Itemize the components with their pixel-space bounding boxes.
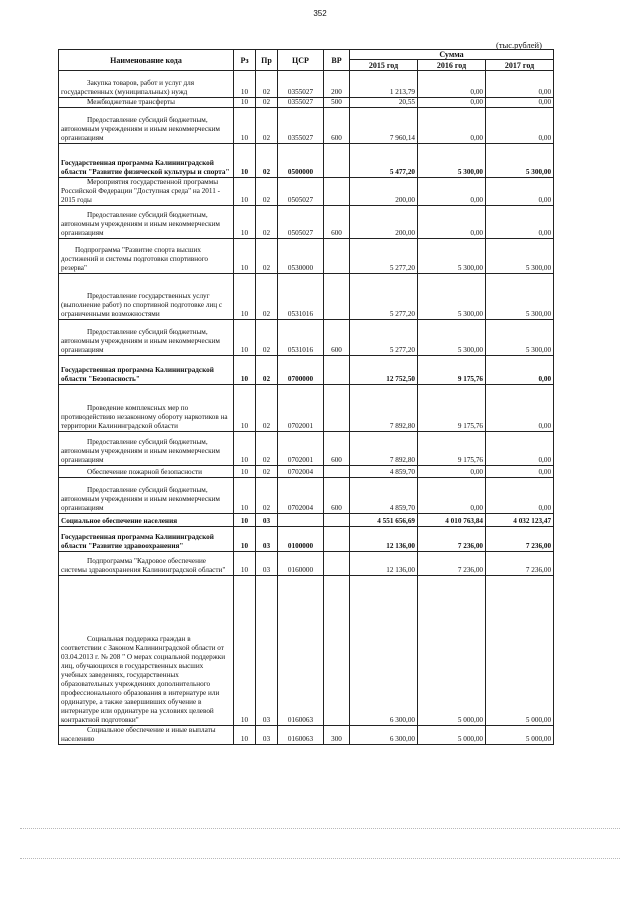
row-amount-2016: 0,00 — [418, 466, 486, 478]
row-name: Государственная программа Калининградской области "Развитие физической культуры и спорта" — [59, 144, 234, 178]
row-vr — [324, 239, 350, 274]
row-vr — [324, 178, 350, 206]
row-rz: 10 — [234, 320, 256, 356]
row-name: Обеспечение пожарной безопасности — [59, 466, 234, 478]
row-amount-2017: 0,00 — [486, 98, 554, 108]
table-row — [59, 432, 554, 466]
budget-table — [58, 49, 554, 745]
row-amount-2016: 9 175,76 — [418, 356, 486, 385]
row-amount-2017: 0,00 — [486, 178, 554, 206]
row-name: Государственная программа Калининградской области "Безопасность" — [59, 356, 234, 385]
row-name: Проведение комплексных мер по противодействию незаконному обороту наркотиков на территории Калининградской области — [59, 385, 234, 432]
row-pr: 02 — [256, 178, 278, 206]
row-rz: 10 — [234, 576, 256, 726]
row-amount-2016: 9 175,76 — [418, 385, 486, 432]
row-csr: 0531016 — [278, 320, 324, 356]
row-csr: 0702001 — [278, 432, 324, 466]
row-amount-2015: 5 277,20 — [350, 239, 418, 274]
row-amount-2015: 200,00 — [350, 206, 418, 239]
header-name: Наименование кода — [59, 50, 234, 71]
row-csr: 0160000 — [278, 552, 324, 576]
table-row — [59, 552, 554, 576]
row-amount-2017: 0,00 — [486, 206, 554, 239]
row-amount-2016: 9 175,76 — [418, 432, 486, 466]
row-amount-2015: 12 752,50 — [350, 356, 418, 385]
row-amount-2017: 0,00 — [486, 71, 554, 98]
row-csr: 0702004 — [278, 478, 324, 514]
row-amount-2016: 5 000,00 — [418, 576, 486, 726]
row-csr: 0355027 — [278, 98, 324, 108]
row-amount-2015: 12 136,00 — [350, 552, 418, 576]
row-amount-2015: 6 300,00 — [350, 576, 418, 726]
header-vr: ВР — [324, 50, 350, 71]
row-name: Социальное обеспечение и иные выплаты населению — [59, 726, 234, 745]
row-name: Предоставление государственных услуг (выполнение работ) по спортивной подготовке лиц с ограниченными возможностями — [59, 274, 234, 320]
row-rz: 10 — [234, 274, 256, 320]
row-amount-2015: 5 477,20 — [350, 144, 418, 178]
row-name: Мероприятия государственной программы Российской Федерации "Доступная среда" на 2011 - 2015 годы — [59, 178, 234, 206]
row-amount-2016: 5 300,00 — [418, 274, 486, 320]
row-pr: 02 — [256, 320, 278, 356]
row-amount-2015: 6 300,00 — [350, 726, 418, 745]
row-amount-2016: 0,00 — [418, 178, 486, 206]
row-rz: 10 — [234, 144, 256, 178]
table-row — [59, 726, 554, 745]
row-amount-2015: 5 277,20 — [350, 274, 418, 320]
row-rz: 10 — [234, 432, 256, 466]
row-amount-2017: 5 300,00 — [486, 144, 554, 178]
row-rz: 10 — [234, 514, 256, 527]
table-row — [59, 466, 554, 478]
scan-dots-2 — [20, 858, 620, 859]
table-row — [59, 239, 554, 274]
row-name: Предоставление субсидий бюджетным, автономным учреждениям и иным некоммерческим организациям — [59, 432, 234, 466]
row-csr — [278, 514, 324, 527]
row-amount-2015: 7 892,80 — [350, 385, 418, 432]
row-rz: 10 — [234, 726, 256, 745]
table-row — [59, 108, 554, 144]
row-pr: 02 — [256, 432, 278, 466]
row-amount-2017: 0,00 — [486, 478, 554, 514]
row-vr — [324, 356, 350, 385]
row-amount-2017: 0,00 — [486, 432, 554, 466]
table-row — [59, 514, 554, 527]
row-name: Социальное обеспечение населения — [59, 514, 234, 527]
row-amount-2016: 0,00 — [418, 478, 486, 514]
row-vr: 600 — [324, 320, 350, 356]
page-number: 352 — [313, 9, 327, 18]
table-row — [59, 274, 554, 320]
row-amount-2017: 5 300,00 — [486, 239, 554, 274]
row-name: Предоставление субсидий бюджетным, автономным учреждениям и иным некоммерческим организациям — [59, 206, 234, 239]
row-pr: 02 — [256, 206, 278, 239]
row-amount-2015: 7 960,14 — [350, 108, 418, 144]
table-row — [59, 178, 554, 206]
row-amount-2016: 5 300,00 — [418, 320, 486, 356]
row-name: Предоставление субсидий бюджетным, автономным учреждениям и иным некоммерческим организациям — [59, 478, 234, 514]
row-name: Подпрограмма "Кадровое обеспечение системы здравоохранения Калининградской области" — [59, 552, 234, 576]
row-amount-2015: 4 551 656,69 — [350, 514, 418, 527]
row-rz: 10 — [234, 478, 256, 514]
row-rz: 10 — [234, 98, 256, 108]
row-name: Закупка товаров, работ и услуг для государственных (муниципальных) нужд — [59, 71, 234, 98]
row-amount-2017: 7 236,00 — [486, 527, 554, 552]
table-row — [59, 206, 554, 239]
row-amount-2016: 5 300,00 — [418, 144, 486, 178]
row-amount-2017: 5 000,00 — [486, 576, 554, 726]
row-amount-2016: 7 236,00 — [418, 552, 486, 576]
row-name: Государственная программа Калининградской области "Развитие здравоохранения" — [59, 527, 234, 552]
row-amount-2016: 4 010 763,84 — [418, 514, 486, 527]
table-body — [59, 71, 554, 745]
row-name: Предоставление субсидий бюджетным, автономным учреждениям и иным некоммерческим организациям — [59, 320, 234, 356]
row-pr: 02 — [256, 356, 278, 385]
scan-dots-1 — [20, 828, 620, 829]
row-amount-2015: 5 277,20 — [350, 320, 418, 356]
row-amount-2016: 0,00 — [418, 71, 486, 98]
row-vr — [324, 274, 350, 320]
row-pr: 03 — [256, 576, 278, 726]
row-vr: 600 — [324, 478, 350, 514]
row-rz: 10 — [234, 71, 256, 98]
row-csr: 0505027 — [278, 178, 324, 206]
row-rz: 10 — [234, 385, 256, 432]
row-name: Межбюджетные трансферты — [59, 98, 234, 108]
row-amount-2016: 7 236,00 — [418, 527, 486, 552]
row-csr: 0100000 — [278, 527, 324, 552]
row-vr: 600 — [324, 432, 350, 466]
row-name: Предоставление субсидий бюджетным, автономным учреждениям и иным некоммерческим организациям — [59, 108, 234, 144]
row-pr: 03 — [256, 552, 278, 576]
row-amount-2015: 4 859,70 — [350, 478, 418, 514]
row-vr — [324, 466, 350, 478]
row-pr: 02 — [256, 98, 278, 108]
row-amount-2015: 7 892,80 — [350, 432, 418, 466]
row-amount-2016: 0,00 — [418, 206, 486, 239]
row-pr: 02 — [256, 71, 278, 98]
row-rz: 10 — [234, 178, 256, 206]
row-vr: 600 — [324, 206, 350, 239]
row-vr — [324, 385, 350, 432]
table-row — [59, 71, 554, 98]
table-row — [59, 527, 554, 552]
row-rz: 10 — [234, 108, 256, 144]
row-csr: 0531016 — [278, 274, 324, 320]
units-label: (тыс.рублей) — [496, 40, 542, 50]
row-amount-2016: 0,00 — [418, 98, 486, 108]
row-vr — [324, 576, 350, 726]
row-csr: 0700000 — [278, 356, 324, 385]
row-amount-2017: 0,00 — [486, 385, 554, 432]
row-vr — [324, 552, 350, 576]
row-name: Подпрограмма "Развитие спорта высших достижений и системы подготовки спортивного резерва" — [59, 239, 234, 274]
row-amount-2017: 7 236,00 — [486, 552, 554, 576]
table-row — [59, 144, 554, 178]
row-csr: 0160063 — [278, 576, 324, 726]
row-vr: 600 — [324, 108, 350, 144]
row-amount-2015: 12 136,00 — [350, 527, 418, 552]
row-vr — [324, 527, 350, 552]
row-pr: 02 — [256, 108, 278, 144]
header-sum: Сумма — [350, 50, 554, 60]
header-csr: ЦСР — [278, 50, 324, 71]
row-amount-2016: 0,00 — [418, 108, 486, 144]
row-csr: 0355027 — [278, 108, 324, 144]
row-amount-2017: 5 300,00 — [486, 274, 554, 320]
table-row — [59, 478, 554, 514]
row-amount-2017: 0,00 — [486, 466, 554, 478]
table-row — [59, 385, 554, 432]
row-rz: 10 — [234, 239, 256, 274]
row-name: Социальная поддержка граждан в соответствии с Законом Калининградской области от 03.04.2013 г. № 208 " О мерах социальной поддержки лиц, обучающихся в государственных высших учебных заведениях, государственных образовательных учреждениях дополнительного профессионального образования в интернатуре или ординатуре, а также завершивших обучение в интернатуре или ординатуре на условиях целевой контрактной подготовки" — [59, 576, 234, 726]
row-csr: 0500000 — [278, 144, 324, 178]
row-amount-2015: 4 859,70 — [350, 466, 418, 478]
row-vr: 300 — [324, 726, 350, 745]
row-pr: 03 — [256, 514, 278, 527]
row-csr: 0530000 — [278, 239, 324, 274]
row-amount-2015: 20,55 — [350, 98, 418, 108]
header-2017: 2017 год — [486, 60, 554, 71]
row-pr: 02 — [256, 274, 278, 320]
row-csr: 0355027 — [278, 71, 324, 98]
row-amount-2016: 5 000,00 — [418, 726, 486, 745]
row-amount-2015: 1 213,79 — [350, 71, 418, 98]
row-rz: 10 — [234, 527, 256, 552]
row-amount-2017: 5 300,00 — [486, 320, 554, 356]
row-pr: 02 — [256, 466, 278, 478]
row-rz: 10 — [234, 466, 256, 478]
row-amount-2015: 200,00 — [350, 178, 418, 206]
row-amount-2017: 4 032 123,47 — [486, 514, 554, 527]
row-vr — [324, 514, 350, 527]
row-pr: 02 — [256, 478, 278, 514]
row-csr: 0505027 — [278, 206, 324, 239]
row-pr: 02 — [256, 239, 278, 274]
row-vr: 500 — [324, 98, 350, 108]
row-amount-2017: 5 000,00 — [486, 726, 554, 745]
row-rz: 10 — [234, 356, 256, 385]
row-pr: 03 — [256, 527, 278, 552]
row-amount-2016: 5 300,00 — [418, 239, 486, 274]
table-row — [59, 98, 554, 108]
row-vr: 200 — [324, 71, 350, 98]
table-row — [59, 576, 554, 726]
row-rz: 10 — [234, 552, 256, 576]
header-2016: 2016 год — [418, 60, 486, 71]
row-pr: 02 — [256, 385, 278, 432]
row-csr: 0702001 — [278, 385, 324, 432]
row-rz: 10 — [234, 206, 256, 239]
header-rz: Рз — [234, 50, 256, 71]
row-pr: 03 — [256, 726, 278, 745]
row-pr: 02 — [256, 144, 278, 178]
row-csr: 0160063 — [278, 726, 324, 745]
row-amount-2017: 0,00 — [486, 108, 554, 144]
table-row — [59, 320, 554, 356]
row-vr — [324, 144, 350, 178]
row-csr: 0702004 — [278, 466, 324, 478]
table-row — [59, 356, 554, 385]
header-2015: 2015 год — [350, 60, 418, 71]
row-amount-2017: 0,00 — [486, 356, 554, 385]
header-pr: Пр — [256, 50, 278, 71]
